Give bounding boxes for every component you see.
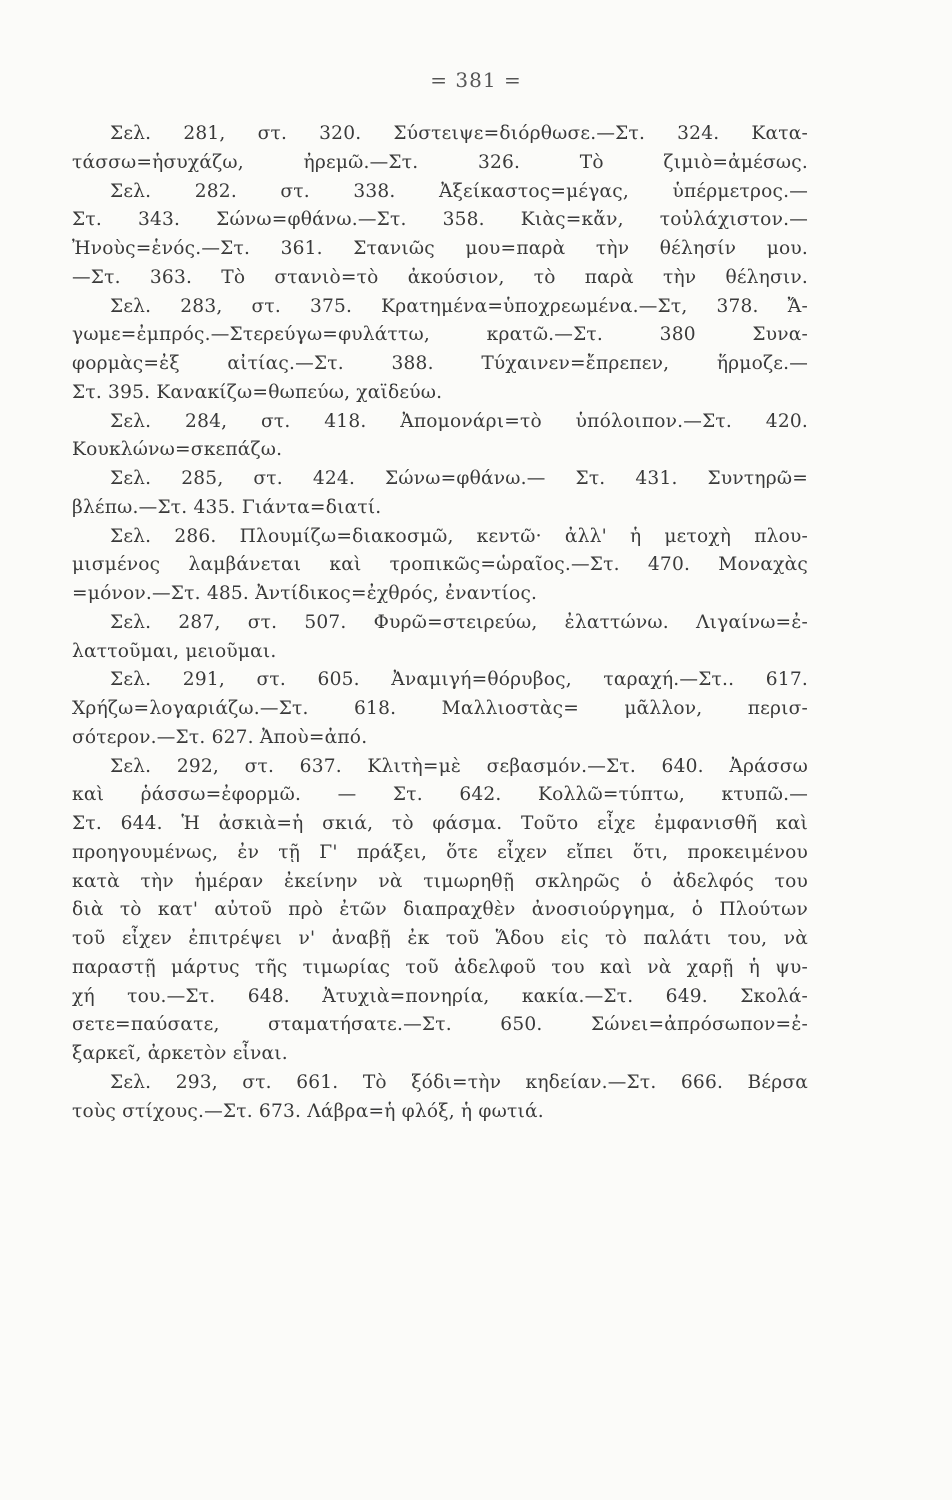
text-line: χή του.—Στ. 648. Ἀτυχιὰ=πονηρία, κακία.—Στ. 649. Σκολά- (72, 985, 808, 1007)
text-line: Στ. 644. Ἡ ἀσκιὰ=ἡ σκιά, τὸ φάσμα. Τοῦτο εἶχε ἐμφανισθῆ καὶ (72, 813, 808, 834)
text-line: τάσσω=ἡσυχάζω, ἠρεμῶ.—Στ. 326. Τὸ ζιμιὸ=ἀμέσως. (72, 151, 808, 173)
text-line: Σελ. 283, στ. 375. Κρατημένα=ὑποχρεωμένα.—Στ, 378. Ἄ- (110, 295, 808, 317)
text-line: κατὰ τὴν ἡμέραν ἐκείνην νὰ τιμωρηθῇ σκληρῶς ὁ ἀδελφός του (72, 870, 808, 892)
text-line: καὶ ῥάσσω=ἐφορμῶ. — Στ. 642. Κολλῶ=τύπτω, κτυπῶ.— (72, 784, 808, 806)
text-line: μισμένος λαμβάνεται καὶ τροπικῶς=ὡραῖος.—Στ. 470. Μοναχὰς (72, 554, 808, 576)
text-line: τοῦ εἶχεν ἐπιτρέψει ν' ἀναβῇ ἐκ τοῦ Ἅδου εἰς τὸ παλάτι του, νὰ (72, 928, 808, 949)
text-line: σότερον.—Στ. 627. Ἀποὺ=ἀπό. (72, 726, 368, 748)
text-line: σετε=παύσατε, σταματήσατε.—Στ. 650. Σώνει=ἀπρόσωπον=ἐ- (72, 1014, 808, 1036)
text-line: διὰ τὸ κατ' αὐτοῦ πρὸ ἐτῶν διαπραχθὲν ἀνοσιούργημα, ὁ Πλούτων (72, 899, 808, 921)
text-line: Σελ. 292, στ. 637. Κλιτὴ=μὲ σεβασμόν.—Στ. 640. Ἀράσσω (110, 755, 808, 777)
text-line: Στ. 395. Κανακίζω=θωπεύω, χαϊδεύω. (72, 381, 443, 403)
text-line: Σελ. 281, στ. 320. Σύστειψε=διόρθωσε.—Στ. 324. Κατα- (110, 123, 808, 144)
text-line: παραστῇ μάρτυς τῆς τιμωρίας τοῦ ἀδελφοῦ του καὶ νὰ χαρῇ ἡ ψυ- (72, 956, 808, 978)
text-line: λαττοῦμαι, μειοῦμαι. (72, 640, 277, 662)
text-line: γωμε=ἐμπρός.—Στερεύγω=φυλάττω, κρατῶ.—Στ. 380 Συνα- (72, 324, 808, 346)
text-line: Σελ. 291, στ. 605. Ἀναμιγή=θόρυβος, ταραχή.—Στ.. 617. (110, 669, 808, 691)
text-line: βλέπω.—Στ. 435. Γιάντα=διατί. (72, 496, 382, 518)
text-line: ξαρκεῖ, ἀρκετὸν εἶναι. (72, 1043, 288, 1064)
text-line: =μόνον.—Στ. 485. Ἀντίδικος=ἐχθρός, ἐναντίος. (72, 583, 538, 604)
page-number: = 381 = (430, 68, 522, 92)
text-line: Σελ. 293, στ. 661. Τὸ ξόδι=τὴν κηδείαν.—Στ. 666. Βέρσα (110, 1071, 808, 1093)
text-line: Κουκλώνω=σκεπάζω. (72, 439, 283, 461)
text-line: Σελ. 282. στ. 338. Ἀξείκαστος=μέγας, ὑπέρμετρος.— (110, 180, 808, 202)
text-line: Σελ. 284, στ. 418. Ἀπομονάρι=τὸ ὑπόλοιπον.—Στ. 420. (110, 410, 808, 432)
text-line: Σελ. 287, στ. 507. Φυρῶ=στειρεύω, ἐλαττώνω. Λιγαίνω=ἐ- (110, 611, 808, 633)
text-line: Χρήζω=λογαριάζω.—Στ. 618. Μαλλιοστὰς= μᾶλλον, περισ- (72, 698, 808, 719)
text-line: τοὺς στίχους.—Στ. 673. Λάβρα=ἡ φλόξ, ἡ φωτιά. (72, 1100, 544, 1122)
text-line: Στ. 343. Σώνω=φθάνω.—Στ. 358. Κιὰς=κἄν, τοὐλάχιστον.— (72, 209, 808, 231)
text-line: Ἠνοὺς=ἑνός.—Στ. 361. Στανιῶς μου=παρὰ τὴν θέλησίν μου. (72, 238, 808, 259)
text-line: —Στ. 363. Τὸ στανιὸ=τὸ ἀκούσιον, τὸ παρὰ τὴν θέλησιν. (72, 266, 808, 288)
text-line: Σελ. 286. Πλουμίζω=διακοσμῶ, κεντῶ· ἀλλ' ἡ μετοχὴ πλου- (110, 525, 808, 547)
glossary-text (72, 120, 808, 1126)
text-line: φορμὰς=ἐξ αἰτίας.—Στ. 388. Τύχαινεν=ἔπρεπεν, ἥρμοζε.— (72, 353, 808, 374)
text-line: Σελ. 285, στ. 424. Σώνω=φθάνω.— Στ. 431. Συντηρῶ= (110, 468, 808, 489)
text-line: προηγουμένως, ἐν τῇ Γ' πράξει, ὅτε εἶχεν εἴπει ὅτι, προκειμένου (72, 841, 808, 863)
